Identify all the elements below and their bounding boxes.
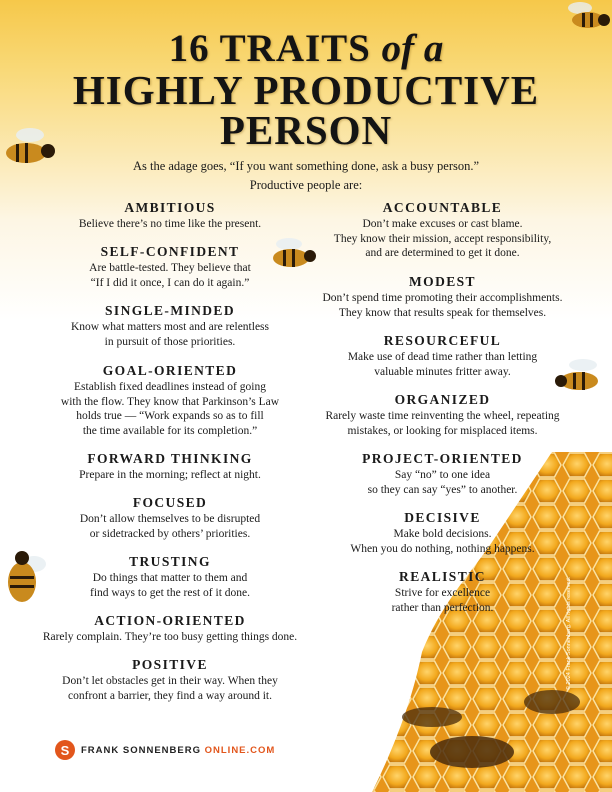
trait-title: PROJECT-ORIENTED bbox=[362, 451, 523, 466]
trait-decisive bbox=[290, 510, 595, 556]
trait-title: TRUSTING bbox=[129, 554, 211, 569]
trait-description-line: Strive for excellence bbox=[394, 587, 491, 599]
trait-description-line: Rarely waste time reinventing the wheel, repeating bbox=[325, 410, 560, 422]
trait-goal-oriented bbox=[20, 363, 320, 438]
trait-description-line: Say “no” to one idea bbox=[394, 469, 491, 481]
trait-description-line: or sidetracked by others’ priorities. bbox=[89, 527, 251, 540]
trait-description-line: confront a barrier, they find a way around it. bbox=[68, 689, 272, 702]
trait-title: ORGANIZED bbox=[394, 392, 491, 407]
trait-single-minded bbox=[20, 303, 320, 349]
trait-positive bbox=[20, 657, 320, 703]
trait-project-oriented bbox=[290, 451, 595, 497]
trait-organized bbox=[290, 392, 595, 438]
trait-description-line: Are battle-tested. They believe that bbox=[89, 262, 251, 274]
title-line-1-italic: of a bbox=[381, 27, 444, 70]
trait-description-line: find ways to get the rest of it done. bbox=[89, 586, 250, 599]
trait-resourceful bbox=[290, 333, 595, 379]
trait-title: RESOURCEFUL bbox=[383, 333, 502, 348]
trait-modest bbox=[290, 274, 595, 320]
footer-brand[interactable] bbox=[55, 740, 275, 760]
trait-description-line: in pursuit of those priorities. bbox=[104, 335, 236, 348]
trait-description-line: They know their mission, accept responsibility, bbox=[333, 232, 552, 245]
title-line-2: HIGHLY PRODUCTIVE bbox=[72, 67, 540, 113]
trait-description-line: Don’t let obstacles get in their way. When they bbox=[62, 675, 278, 687]
trait-title: DECISIVE bbox=[404, 510, 481, 525]
trait-description-line: valuable minutes fritter away. bbox=[374, 365, 511, 378]
trait-title: POSITIVE bbox=[132, 657, 208, 672]
trait-title: ACTION-ORIENTED bbox=[94, 613, 246, 628]
trait-title: ACCOUNTABLE bbox=[382, 200, 503, 215]
intro-adage: As the adage goes, “If you want something done, ask a busy person.” bbox=[132, 159, 480, 173]
trait-self-confident bbox=[20, 244, 320, 290]
trait-description-line: They know that results speak for themselves. bbox=[338, 306, 547, 319]
title-line-1-main: 16 TRAITS bbox=[168, 27, 382, 70]
trait-title: REALISTIC bbox=[399, 569, 486, 584]
trait-ambitious bbox=[20, 200, 320, 232]
trait-forward-thinking bbox=[20, 451, 320, 483]
trait-description-line: holds true — “Work expands so as to fill bbox=[76, 410, 264, 422]
brand-name-suffix: ONLINE.COM bbox=[204, 744, 276, 756]
trait-description-line: the time available for its completion.” bbox=[82, 424, 258, 437]
trait-description-line: mistakes, or looking for misplaced items. bbox=[347, 424, 538, 437]
trait-trusting bbox=[20, 554, 320, 600]
trait-title: AMBITIOUS bbox=[124, 200, 216, 215]
trait-description-line: Don’t spend time promoting their accomplishments. bbox=[322, 292, 563, 304]
trait-description-line: with the flow. They know that Parkinson’s Law bbox=[60, 395, 280, 408]
trait-description-line: Make bold decisions. bbox=[393, 528, 492, 540]
trait-title: FOCUSED bbox=[132, 495, 208, 510]
title-line-1 bbox=[0, 26, 612, 71]
trait-title: GOAL-ORIENTED bbox=[102, 363, 238, 378]
trait-description-line: and are determined to get it done. bbox=[365, 247, 520, 259]
trait-description-line: “If I did it once, I can do it again.” bbox=[90, 276, 250, 289]
trait-description-line: Don’t make excuses or cast blame. bbox=[362, 218, 523, 230]
trait-realistic bbox=[290, 569, 595, 615]
trait-description-line: Believe there’s no time like the present. bbox=[78, 218, 262, 230]
trait-title: MODEST bbox=[409, 274, 476, 289]
trait-description-line: Establish fixed deadlines instead of going bbox=[74, 381, 266, 393]
trait-description-line: so they can say “yes” to another. bbox=[367, 483, 518, 496]
trait-description-line: Make use of dead time rather than letting bbox=[347, 351, 538, 363]
trait-description-line: rather than perfection. bbox=[391, 601, 494, 614]
title-line-3: PERSON bbox=[219, 107, 393, 153]
trait-action-oriented bbox=[10, 613, 330, 645]
trait-description-line: Rarely complain. They’re too busy getting things done. bbox=[42, 631, 298, 643]
trait-title: SINGLE-MINDED bbox=[105, 303, 235, 318]
copyright-notice: © 2024 Frank Sonnenberg. All rights reserved. bbox=[566, 576, 572, 690]
honeycomb-image bbox=[352, 452, 612, 792]
trait-title: SELF-CONFIDENT bbox=[100, 244, 240, 259]
intro-lead: Productive people are: bbox=[249, 178, 363, 192]
brand-name[interactable] bbox=[81, 745, 275, 756]
trait-accountable bbox=[290, 200, 595, 261]
trait-description-line: When you do nothing, nothing happens. bbox=[350, 542, 535, 555]
trait-description-line: Prepare in the morning; reflect at night. bbox=[79, 469, 261, 481]
trait-description-line: Don’t allow themselves to be disrupted bbox=[79, 513, 261, 525]
trait-description-line: Know what matters most and are relentless bbox=[71, 321, 269, 333]
trait-title: FORWARD THINKING bbox=[87, 451, 253, 466]
brand-name-main: FRANK SONNENBERG bbox=[81, 744, 205, 756]
trait-description-line: Do things that matter to them and bbox=[92, 572, 248, 584]
brand-logo-icon: S bbox=[55, 740, 75, 760]
trait-focused bbox=[20, 495, 320, 541]
